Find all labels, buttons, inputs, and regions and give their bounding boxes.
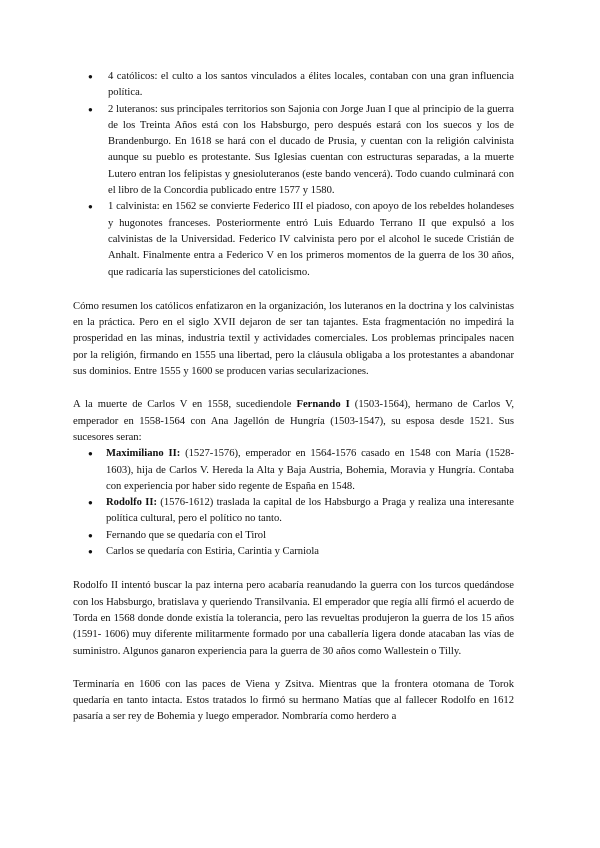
text-span: (1503-1564), hermano de Carlos V, emperador en 1558-1564 con Ana Jagellón de Hungría (1503-1547), su esposa desde 1521. Sus sucesores seran: — [73, 399, 515, 443]
religion-bullet-list — [73, 69, 514, 281]
list-item: ● 1 calvinista: en 1562 se convierte Federico III el piadoso, con apoyo de los rebeldes holandeses y hugonotes franceses. Posteriormente entró Luis Eduardo Terrano II que expulsó a los calvinistas de la Universidad. Federico IV calvinista pero por el alcohol le sucede Cristián de Anhalt. Finalmente entra a Federico V en los primeros momentos de la guerra de los 30 años, que radicaría las supersticiones del catolicismo. — [73, 199, 514, 280]
list-item — [73, 495, 514, 528]
successor-name: Rodolfo II: — [106, 497, 157, 509]
list-item — [73, 446, 514, 495]
list-item: ● 2 luteranos: sus principales territorios son Sajonia con Jorge Juan I que al principio de la guerra de los Treinta Años está con los Habsburgo, pero después estará con los suecos y los de Brandenburgo. En 1618 se hará con el ducado de Prusia, y cuentan con la religión calvinista aunque su pueblo es protestante. Sus Iglesias cuentan con estructuras separadas, a la muerte Lutero entran los felipistas y gnesioluteranos (este bando vencerá). Todo cuando culminará con el libro de la Concordia publicado entre 1577 y 1580. — [73, 102, 514, 200]
emphasis-fernando: Fernando I — [296, 399, 350, 411]
text-span: A la muerte de Carlos V en 1558, sucediendole — [73, 399, 297, 411]
paragraph-carlos-v — [73, 397, 514, 446]
successor-name: Maximiliano II: — [106, 448, 181, 460]
list-item — [73, 528, 514, 544]
successor-text: Fernando que se quedaría con el Tirol — [106, 529, 267, 541]
paragraph-rodolfo: Rodolfo II intentó buscar la paz interna pero acabaría reanudando la guerra con los turcos quedándose con los Habsburgo, bratislava y queriendo Transilvania. El emperador que regía allí firmó el acuerdo de Torda en 1568 donde donde existía la tolerancia, pero las revueltas produjeron la guerra de los 15 años (1591- 1606) muy diferente militarmente formado por una caballería ligera donde atacaban las vías de suministro. Algunos ganaron experiencia para la guerra de 30 años como Wallestein o Tilly. — [73, 580, 514, 657]
list-item: ● 4 católicos: el culto a los santos vinculados a élites locales, contaban con una gran influencia política. — [73, 69, 514, 102]
list-item — [73, 544, 514, 560]
paragraph-terminaria: Terminaría en 1606 con las paces de Viena y Zsitva. Mientras que la frontera otomana de Torok quedaría en tanto intacta. Estos tratados lo firmó su hermano Matías que al fallecer Rodolfo en 1612 pasaría a ser rey de Bohemia y luego emperador. Nombraría como herdero a — [73, 678, 514, 723]
successor-text: Carlos se quedaría con Estiria, Carintia y Carniola — [106, 546, 319, 558]
successor-text: (1527-1576), emperador en 1564-1576 casado en 1548 con María (1528-1603), hija de Carlos V. Hereda la Alta y Baja Austria, Bohemia, Moravia y Hungría. Contaba con experiencia por haber sido regente de España en 1548. — [106, 448, 514, 492]
successor-text: (1576-1612) traslada la capital de los Habsburgo a Praga y realiza una interesante política cultural, pero el político no tanto. — [106, 497, 515, 525]
successors-list — [73, 446, 514, 560]
paragraph-resumen: Cómo resumen los católicos enfatizaron en la organización, los luteranos en la doctrina y los calvinistas en la práctica. Pero en el siglo XVII dejaron de ser tan tajantes. Esta fragmentación no impedirá la prosperidad en las minas, industria textil y actividades comerciales. Los problemas principales nacen por la religión, firmando en 1555 una libertad, pero la cláusula obligaba a los protestantes a abandonar sus dominios. Entre 1555 y 1600 se producen varias secularizaciones. — [73, 300, 514, 378]
